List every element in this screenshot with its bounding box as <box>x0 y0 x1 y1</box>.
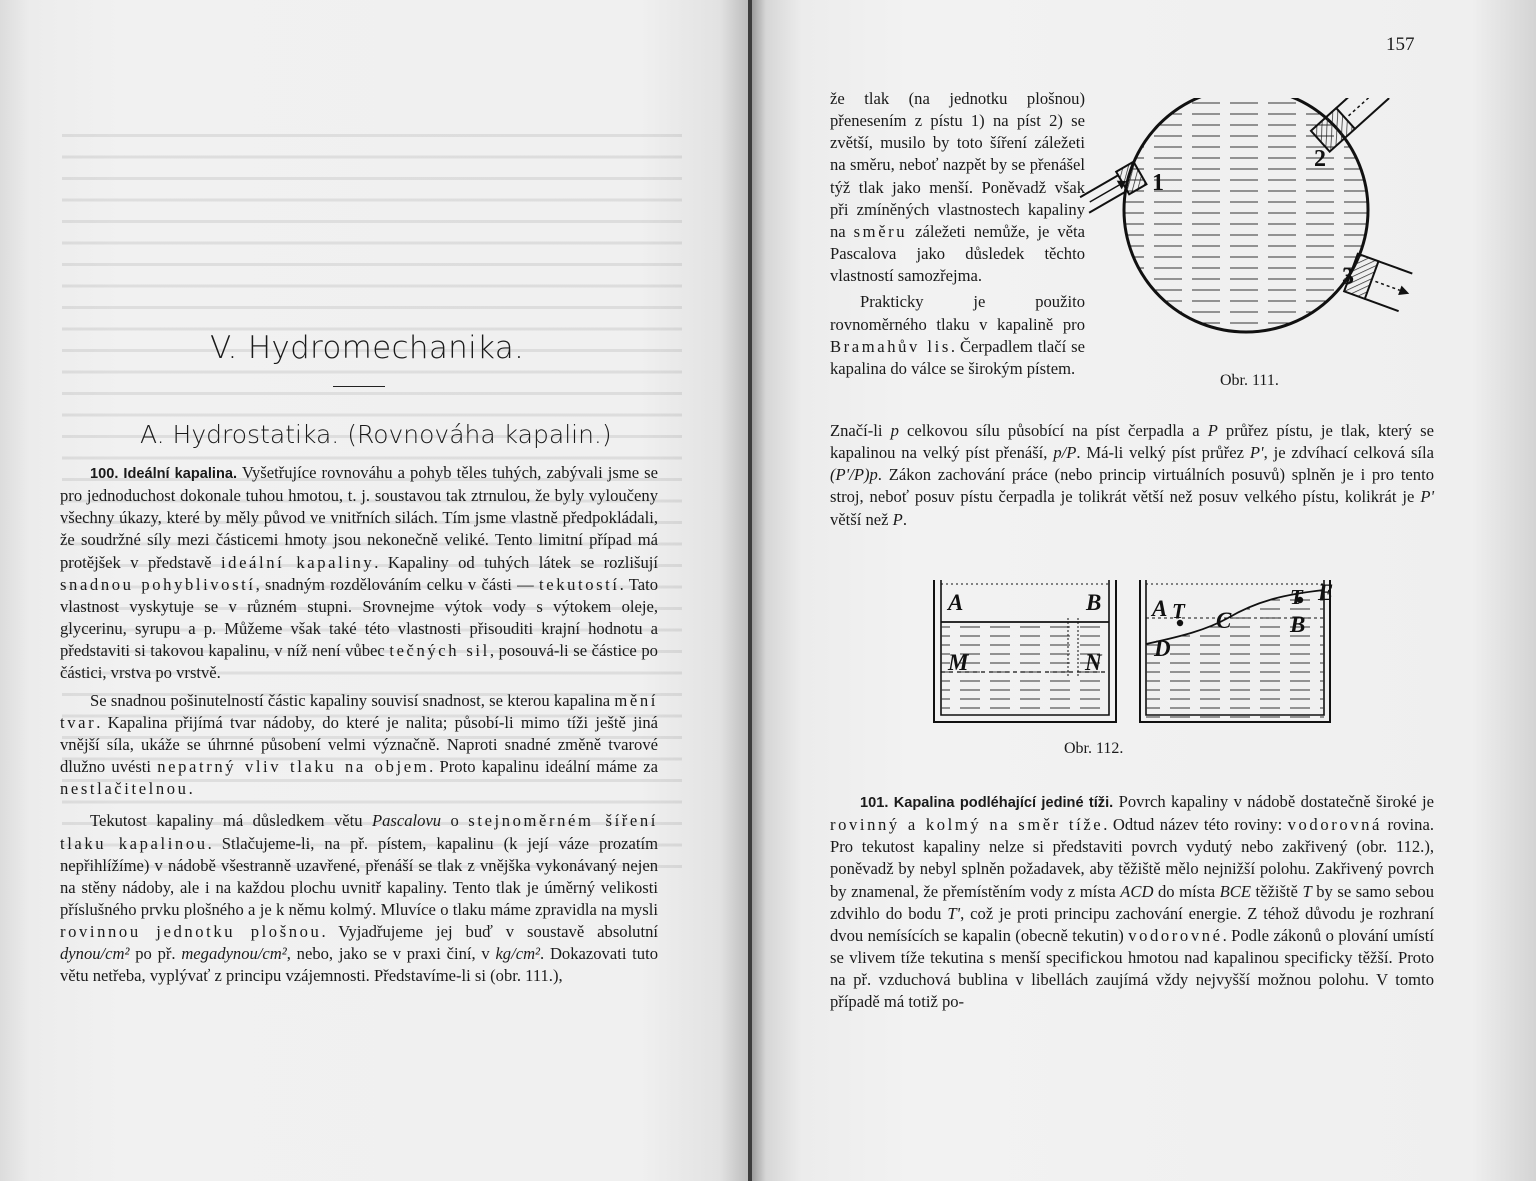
chapter-rule <box>333 386 385 387</box>
label-piston-3: 3 <box>1342 264 1354 290</box>
section-heading-101: 101. Kapalina podléhající jediné tíži. <box>860 795 1114 811</box>
label-B-right: B <box>1290 612 1306 637</box>
section-heading-100: 100. Ideální kapalina. <box>90 466 238 482</box>
right-mid-text: Značí-li p celkovou sílu působící na píst čerpadla a P průřez pístu, je tlak, který se kapalinou na velký píst přenáší, p/P. Má-li velký píst průřez P', je zdvíhací celková síla (P'/P)p. Zákon zachování práce (nebo princip virtuálních posuvů) splněn je i pro tento stroj, neboť posuv pístu čerpadla je tolikrát větší než posuv velkého pístu, kolikrát je P' větší než P. <box>830 421 1434 529</box>
label-N: N <box>1085 650 1102 675</box>
left-text-column <box>60 462 658 988</box>
piston-3 <box>1344 254 1416 313</box>
label-piston-2: 2 <box>1314 146 1326 172</box>
figure-112-vessels <box>928 578 1368 728</box>
paragraph-shape: Se snadnou pošinutelností částic kapaliny souvisí snadnost, se kterou kapalina mění tvar. Kapalina přijímá tvar nádoby, do které je nalita; působí-li mimo tíži ještě jiná vnější síla, ukáže se úhrnné působení velmi význačně. Naproti snadné změně tvarové dlužno uvésti nepatrný vliv tlaku na objem. Proto kapalinu ideální máme za nestlačitelnou. <box>60 690 658 799</box>
left-page <box>0 0 750 1181</box>
figure-111-caption: Obr. 111. <box>1220 372 1279 389</box>
right-top-text-column <box>830 88 1085 380</box>
paragraph-100: 100. Ideální kapalina. Vyšetřujíce rovnováhu a pohyb těles tuhých, zabývali jsme se pro jednoduchost dokonale tuhou hmotou, t. j. soustavou tak ztrnulou, že byly vyloučeny všechny úkazy, které by měly původ ve vnitřních silách. Tím jsme vlastně předpokládali, že soudržné síly mezi částicemi hmoty jsou nekonečně veliké. Tento limitní případ má protějšek v představě ideální kapaliny. Kapaliny od tuhých látek se rozlišují snadnou pohyblivostí, snadným rozdělováním celku v části — tekutostí. Tato vlastnost vyskytuje se v různém stupni. Srovnejme výtok vody s výtokem oleje, glycerinu, syrupu a p. Můžeme však také této vlastnosti přisouditi krajní hodnotu a představiti si takovou kapalinu, v níž není vůbec tečných sil, posouvá-li se částice po částici, vrstva po vrstvě. <box>60 463 659 683</box>
label-C: C <box>1216 608 1232 633</box>
paragraph-pascal: Tekutost kapaliny má důsledkem větu Pascalovu o stejnoměrném šíření tlaku kapalinou. Stlačujeme-li, na př. pístem, kapalinu (k její váze prozatím nepřihlížíme) v nádobě všestranně uzavřené, přenáší se tlak z vnějška vykonávaný nejen na stěny nádoby, ale i na každou plochu uvnitř kapaliny. Tento tlak je úměrný velikosti příslušného prvku plošného a je k němu kolmý. Mluvíce o tlaku máme zpravidla na mysli rovinnou jednotku plošnou. Vyjadřujeme jej buď v soustavě absolutní dynou/cm² po př. megadynou/cm², nebo, jako se v praxi činí, v kg/cm². Dokazovati tuto větu netřeba, vyplývať z principu vzájemnosti. Představíme-li si (obr. 111.), <box>60 811 659 986</box>
piston-2 <box>1311 98 1391 152</box>
label-D: D <box>1154 636 1171 661</box>
label-T: T <box>1172 599 1185 623</box>
page-number: 157 <box>1386 34 1415 55</box>
figure-112-caption: Obr. 112. <box>1064 740 1124 757</box>
paragraph-bramah: Prakticky je použito rovnoměrného tlaku v kapalině pro Bramahův lis. Čerpadlem tlačí se kapalina do válce se širokým pístem. <box>830 292 1085 378</box>
label-M: M <box>948 650 969 675</box>
label-A-right: A <box>1152 596 1168 621</box>
label-piston-1: 1 <box>1152 170 1164 196</box>
section-title: A. Hydrostatika. (Rovnováha kapalin.) <box>140 420 612 449</box>
paragraph-101: 101. Kapalina podléhající jediné tíži. Povrch kapaliny v nádobě dostatečně široké je rovinný a kolmý na směr tíže. Odtud název této roviny: vodorovná rovina. Pro tekutost kapaliny nelze si představiti povrch vydutý nebo zakřivený (obr. 112.), poněvadž by nebyl splněn požadavek, aby těžiště mělo nejnižší polohu. Zakřivený povrch by znamenal, že přemístěním vody z místa ACD do místa BCE těžiště T by se samo sebou zdvihlo do bodu T', což je proti principu zachování energie. Z téhož důvodu je rozhraní dvou nemísících se kapalin (obecně tekutin) vodorovné. Podle zákonů o plování umístí se vlivem tíže tekutina s menší specifickou hmotou nad kapalinou specificky těžší. Proto na př. vzduchová bublina v libellách zaujímá vždy nejvyšší možnou polohu. V tomto případě má totiž po- <box>830 792 1435 1012</box>
chapter-title: V. Hydromechanika. <box>210 330 525 366</box>
label-E: E <box>1318 580 1334 605</box>
label-B-left: B <box>1086 590 1102 615</box>
figure-111-vessel <box>1076 98 1416 378</box>
label-T-prime: T <box>1290 585 1303 609</box>
right-bottom-text-column <box>830 791 1434 1014</box>
label-A-left: A <box>948 590 964 615</box>
paragraph-pascal-cont: že tlak (na jednotku plošnou) přenesením z pístu 1) na píst 2) se zvětší, musilo by toto šíření záležeti na směru, neboť nazpět by se přenášel týž tlak jako menší. Poněvadž však při zmíněných vlastnostech kapaliny na směru záležeti nemůže, je věta Pascalova jako důsledek těchto vlastností samozřejma. <box>830 89 1086 286</box>
